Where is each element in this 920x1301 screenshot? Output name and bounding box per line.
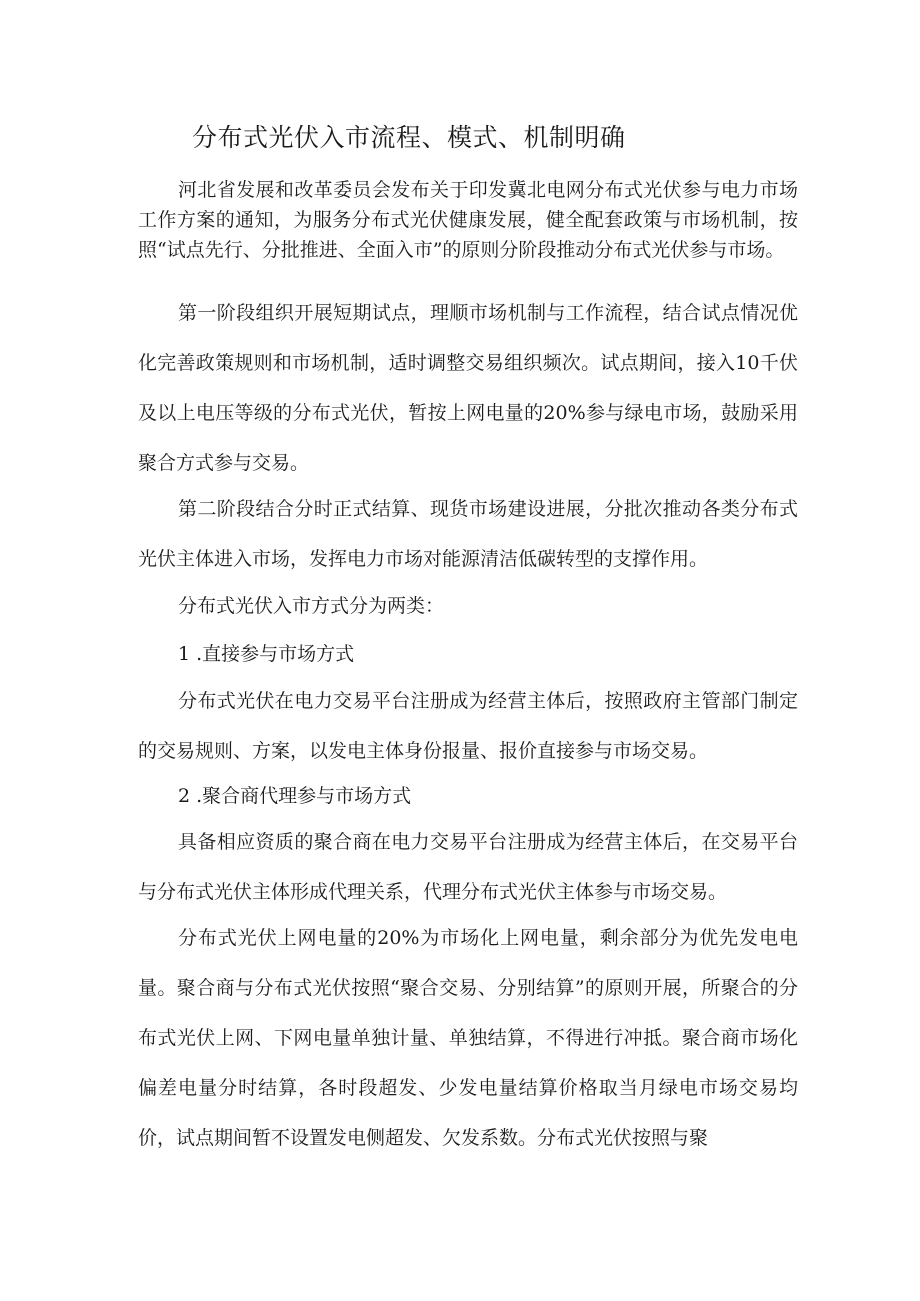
paragraph-settlement-rules: 分布式光伏上网电量的20%为市场化上网电量，剩余部分为优先发电电量。聚合商与分布式光伏按照“聚合交易、分别结算”的原则开展，所聚合的分布式光伏上网、下网电量单独计量、单独结算，不得进行冲抵。聚合商市场化偏差电量分时结算，各时段超发、少发电量结算价格取当月绿电市场交易均价，试点期间暂不设置发电侧超发、欠发系数。分布式光伏按照与聚 — [138, 927, 798, 1149]
heading-text: 2 .聚合商代理参与市场方式 — [178, 785, 412, 807]
paragraph-market-entry-types — [138, 581, 798, 631]
paragraph-aggregator-participation: 具备相应资质的聚合商在电力交易平台注册成为经营主体后，在交易平台与分布式光伏主体形成代理关系，代理分布式光伏主体参与市场交易。 — [138, 831, 798, 903]
paragraph-text: 分布式光伏入市方式分为两类： — [178, 595, 445, 617]
document-title: 分布式光伏入市流程、模式、机制明确 — [192, 123, 626, 152]
heading-text: 1 .直接参与市场方式 — [178, 643, 355, 665]
intro-paragraph: 河北省发展和改革委员会发布关于印发冀北电网分布式光伏参与电力市场工作方案的通知，为服务分布式光伏健康发展，健全配套政策与市场机制，按照“试点先行、分批推进、全面入市”的原则分阶段推动分布式光伏参与市场。 — [138, 179, 798, 261]
heading-direct-participation — [138, 629, 798, 679]
paragraph-direct-participation: 分布式光伏在电力交易平台注册成为经营主体后，按照政府主管部门制定的交易规则、方案，以发电主体身份报量、报价直接参与市场交易。 — [138, 690, 798, 762]
paragraph-phase-two: 第二阶段结合分时正式结算、现货市场建设进展，分批次推动各类分布式光伏主体进入市场，发挥电力市场对能源清洁低碳转型的支撑作用。 — [138, 498, 798, 570]
paragraph-phase-one: 第一阶段组织开展短期试点，理顺市场机制与工作流程，结合试点情况优化完善政策规则和市场机制，适时调整交易组织频次。试点期间，接入10千伏及以上电压等级的分布式光伏，暂按上网电量的20%参与绿电市场，鼓励采用聚合方式参与交易。 — [138, 302, 798, 474]
heading-aggregator-participation — [138, 771, 798, 821]
